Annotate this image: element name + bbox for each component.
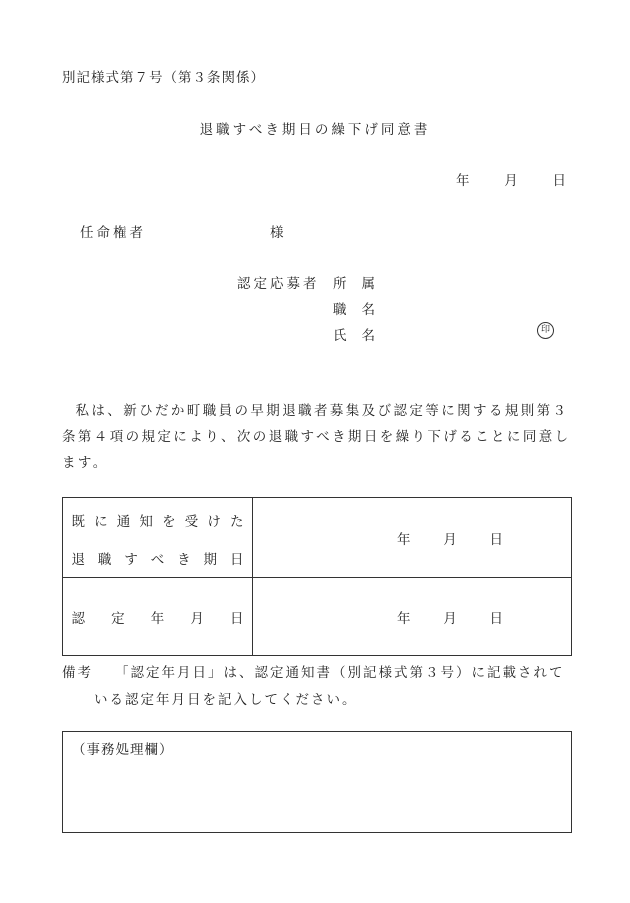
notified-date-label-line1 [72, 510, 244, 530]
notified-label-line1-char: 知 [139, 513, 153, 530]
field-job-title: 職名 [333, 302, 390, 318]
consent-statement: 私は、新ひだか町職員の早期退職者募集及び認定等に関する規則第３条第４項の規定により、次の退職すべき期日を繰り下げることに同意します。 [62, 403, 571, 471]
notified-date-value-cell [253, 498, 572, 578]
notified-label-line2-char: べ [150, 551, 165, 568]
notified-month: 月 [443, 531, 457, 548]
date-year: 年 [456, 173, 470, 189]
document-title: 退職すべき期日の繰下げ同意書 [199, 122, 431, 138]
notified-date-label-line2 [72, 548, 244, 568]
approval-month: 月 [443, 610, 457, 627]
notified-label-line1-char: 通 [116, 513, 131, 530]
seal-mark: 印 [537, 322, 554, 339]
approval-label-char: 日 [230, 610, 244, 627]
approval-date-label-cell [63, 578, 253, 656]
date-day: 日 [552, 173, 566, 189]
office-use-label: （事務処理欄） [72, 742, 174, 758]
table-row-approval-date [63, 578, 572, 656]
note-label: 備考 [62, 665, 93, 681]
field-department: 所属 [333, 276, 390, 292]
note-line1: 「認定年月日」は、認定通知書（別記様式第３号）に記載されて [115, 665, 565, 681]
applicant-label: 認定応募者 [237, 276, 320, 292]
date-month: 月 [504, 173, 518, 189]
approval-label-char: 月 [190, 610, 204, 627]
notified-label-line2-char: 日 [229, 551, 244, 568]
notified-label-line2-char: き [177, 551, 191, 568]
addressee-suffix: 様 [270, 225, 284, 241]
notified-label-line1-char: に [94, 513, 108, 530]
approval-day: 日 [489, 610, 503, 627]
notified-label-line1-char: 既 [71, 513, 85, 530]
notified-date-label-cell [63, 498, 253, 578]
notified-label-line2-char: 退 [71, 551, 85, 568]
notified-label-line1-char: を [162, 513, 176, 530]
field-name: 氏名 [333, 328, 390, 344]
notified-label-line1-char: け [207, 513, 221, 530]
approval-label-char: 年 [150, 610, 165, 627]
date-table [62, 497, 572, 656]
notified-label-line2-char: 期 [203, 551, 218, 568]
notified-label-line2-char: 職 [97, 551, 112, 568]
approval-label-char: 認 [71, 610, 85, 627]
approval-label-char: 定 [111, 610, 125, 627]
notified-day: 日 [489, 531, 503, 548]
notified-year: 年 [397, 531, 411, 548]
approval-date-value-cell [253, 578, 572, 656]
notified-label-line1-char: た [229, 513, 244, 530]
addressee-label: 任命権者 [80, 225, 146, 241]
notified-label-line2-char: す [124, 551, 138, 568]
note-line2: いる認定年月日を記入してください。 [94, 692, 358, 708]
approval-year: 年 [397, 610, 411, 627]
approval-date-label [72, 607, 244, 627]
table-row-notified-date [63, 498, 572, 578]
notified-label-line1-char: 受 [184, 513, 199, 530]
date-line [456, 169, 566, 189]
form-number: 別記様式第７号（第３条関係） [62, 70, 265, 86]
